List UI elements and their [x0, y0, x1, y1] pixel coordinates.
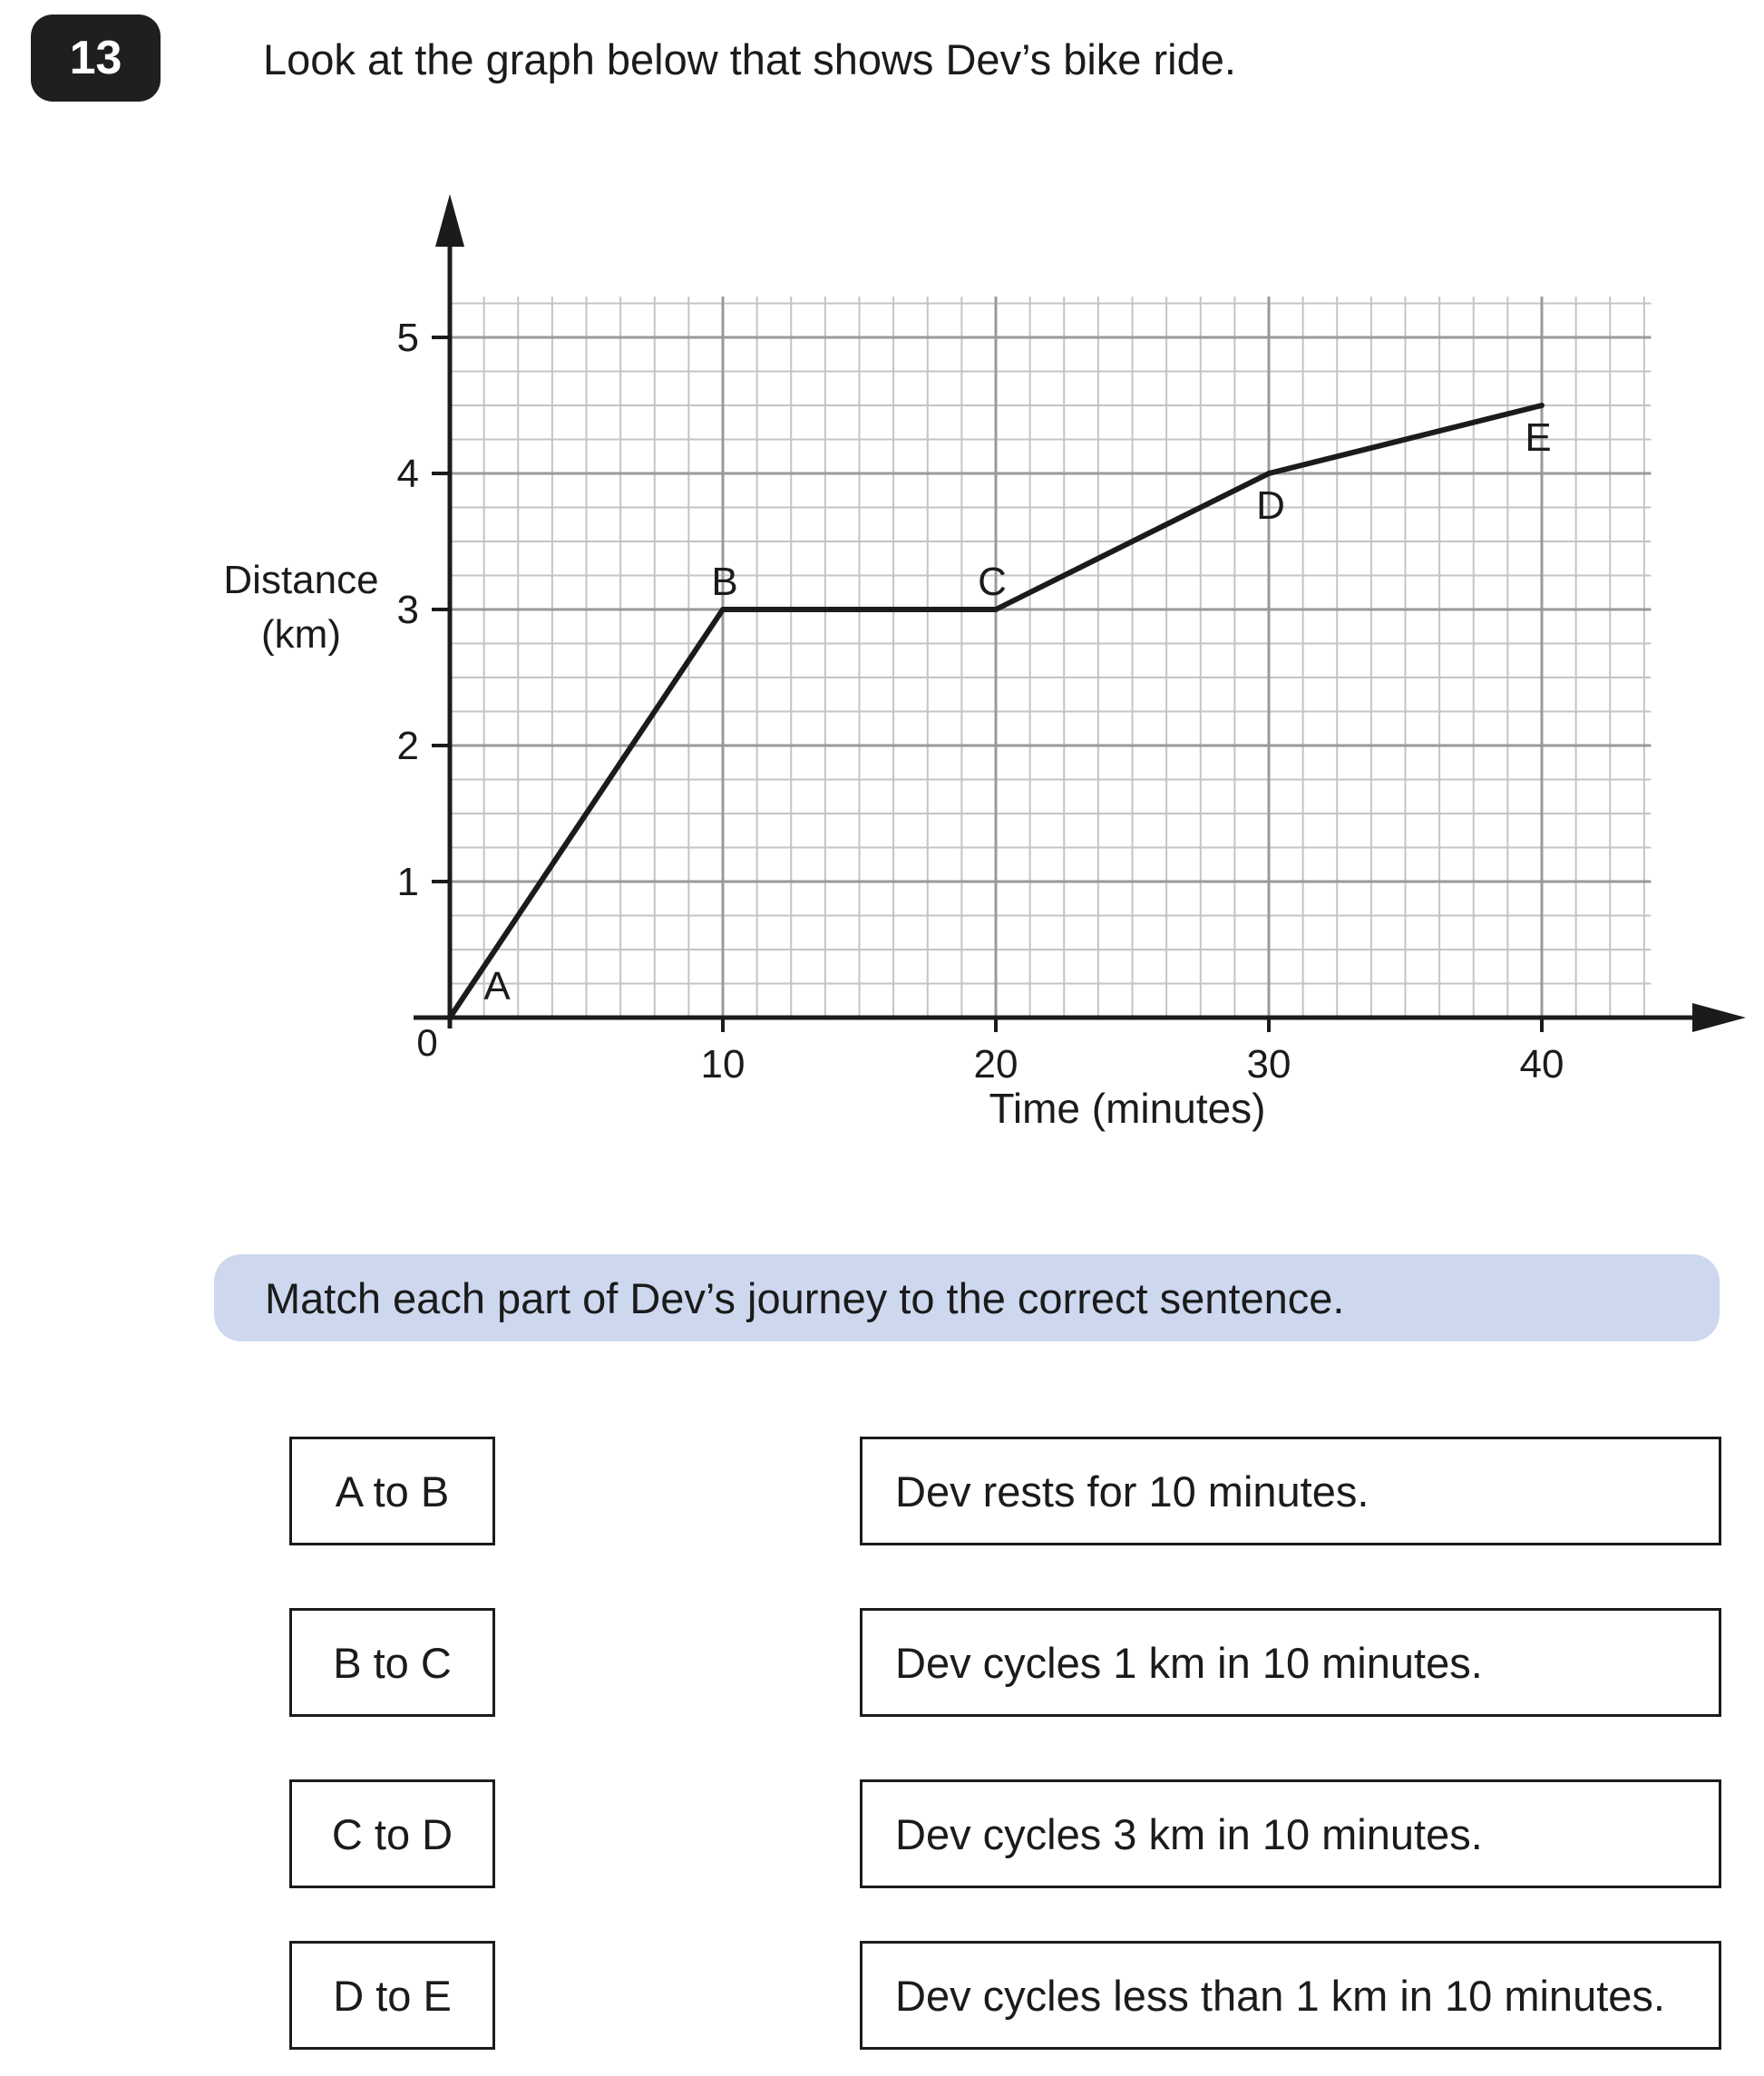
origin-label: 0 [416, 1021, 438, 1064]
sentence-box-less-than-1km[interactable]: Dev cycles less than 1 km in 10 minutes. [860, 1941, 1721, 2050]
x-tick-label: 40 [1519, 1042, 1564, 1087]
point-d [1266, 471, 1272, 476]
point-label-c: C [978, 560, 1007, 604]
point-b [720, 607, 726, 612]
question-text: Look at the graph below that shows Dev’s bike ride. [263, 35, 1236, 83]
x-axis-label: Time (minutes) [989, 1085, 1266, 1132]
y-axis-label-line2: (km) [261, 612, 341, 657]
y-tick-label: 1 [396, 860, 419, 904]
tick-labels [397, 316, 1564, 1087]
sentence-box-rests[interactable]: Dev rests for 10 minutes. [860, 1437, 1721, 1545]
y-tick-label: 5 [396, 316, 419, 360]
instruction-banner: Match each part of Dev’s journey to the correct sentence. [214, 1254, 1720, 1341]
y-tick-label: 4 [396, 452, 419, 496]
y-tick-label: 2 [396, 724, 419, 768]
point-label-a: A [483, 964, 511, 1009]
point-a [447, 1015, 453, 1020]
segment-box-b-to-c[interactable]: B to C [289, 1608, 495, 1717]
x-axis-arrowhead [1692, 1003, 1746, 1032]
y-axis-label-line1: Distance [223, 558, 379, 602]
y-axis-arrowhead [435, 194, 464, 247]
point-label-e: E [1525, 415, 1552, 460]
sentence-box-3km[interactable]: Dev cycles 3 km in 10 minutes. [860, 1779, 1721, 1888]
x-tick-label: 20 [973, 1042, 1018, 1087]
x-tick-label: 10 [700, 1042, 746, 1087]
segment-box-c-to-d[interactable]: C to D [289, 1779, 495, 1888]
question-number-badge: 13 [31, 15, 161, 102]
sentence-box-1km[interactable]: Dev cycles 1 km in 10 minutes. [860, 1608, 1721, 1717]
tick-marks [432, 337, 1542, 1032]
axes [414, 194, 1746, 1032]
point-label-d: D [1256, 483, 1285, 528]
x-tick-label: 30 [1246, 1042, 1291, 1087]
point-e [1539, 403, 1545, 408]
point-label-b: B [711, 560, 738, 604]
segment-box-a-to-b[interactable]: A to B [289, 1437, 495, 1545]
y-tick-label: 3 [396, 588, 419, 632]
minor-grid [450, 297, 1651, 1018]
segment-box-d-to-e[interactable]: D to E [289, 1941, 495, 2050]
point-c [993, 607, 999, 612]
